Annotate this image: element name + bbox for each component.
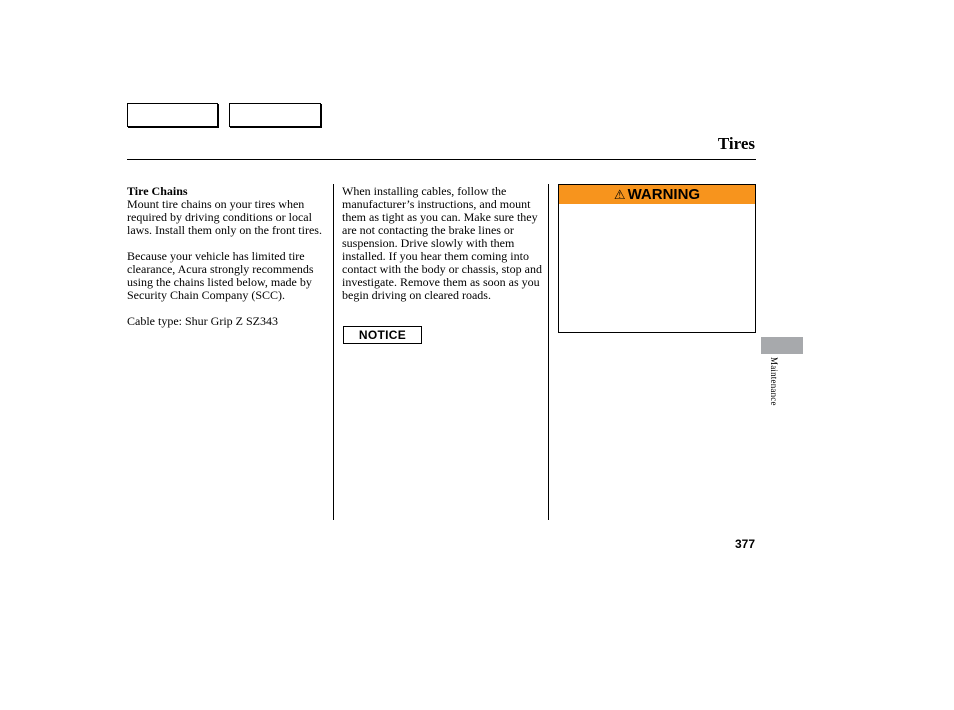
warning-triangle-icon: ⚠ xyxy=(613,186,626,202)
column-2 xyxy=(342,185,542,315)
section-title: Tires xyxy=(717,134,755,153)
column-divider-1 xyxy=(333,184,334,520)
nav-button-main-menu[interactable] xyxy=(127,103,218,127)
notice-label: NOTICE xyxy=(358,328,407,342)
subhead-tire-chains: Tire Chains xyxy=(127,184,188,198)
side-tab[interactable] xyxy=(761,337,803,354)
warning-header xyxy=(559,185,755,204)
column-1 xyxy=(127,185,327,341)
notice-badge xyxy=(343,326,422,344)
header-divider xyxy=(127,159,756,160)
paragraph-cable-type: Cable type: Shur Grip Z SZ343 xyxy=(127,314,278,328)
paragraph-clearance: Because your vehicle has limited tire clearance, Acura strongly recommends using the chains listed below, made by Security Chain Company (SCC). xyxy=(127,249,314,302)
warning-label: WARNING xyxy=(627,186,701,203)
page-number: 377 xyxy=(734,537,755,551)
side-tab-label: Maintenance xyxy=(769,357,779,406)
warning-box xyxy=(558,184,756,333)
paragraph-mount-chains: Mount tire chains on your tires when required by driving conditions or local laws. Install them only on the front tires. xyxy=(127,197,322,237)
nav-button-table-of-contents[interactable] xyxy=(229,103,321,127)
paragraph-installing-cables: When installing cables, follow the manufacturer’s instructions, and mount them as tight as you can. Make sure they are not contacting the brake lines or suspension. Drive slowly with them installed. If you hear them coming into contact with the body or chassis, stop and investigate. Remove them as soon as you begin driving on cleared roads. xyxy=(342,184,542,302)
column-divider-2 xyxy=(548,184,549,520)
